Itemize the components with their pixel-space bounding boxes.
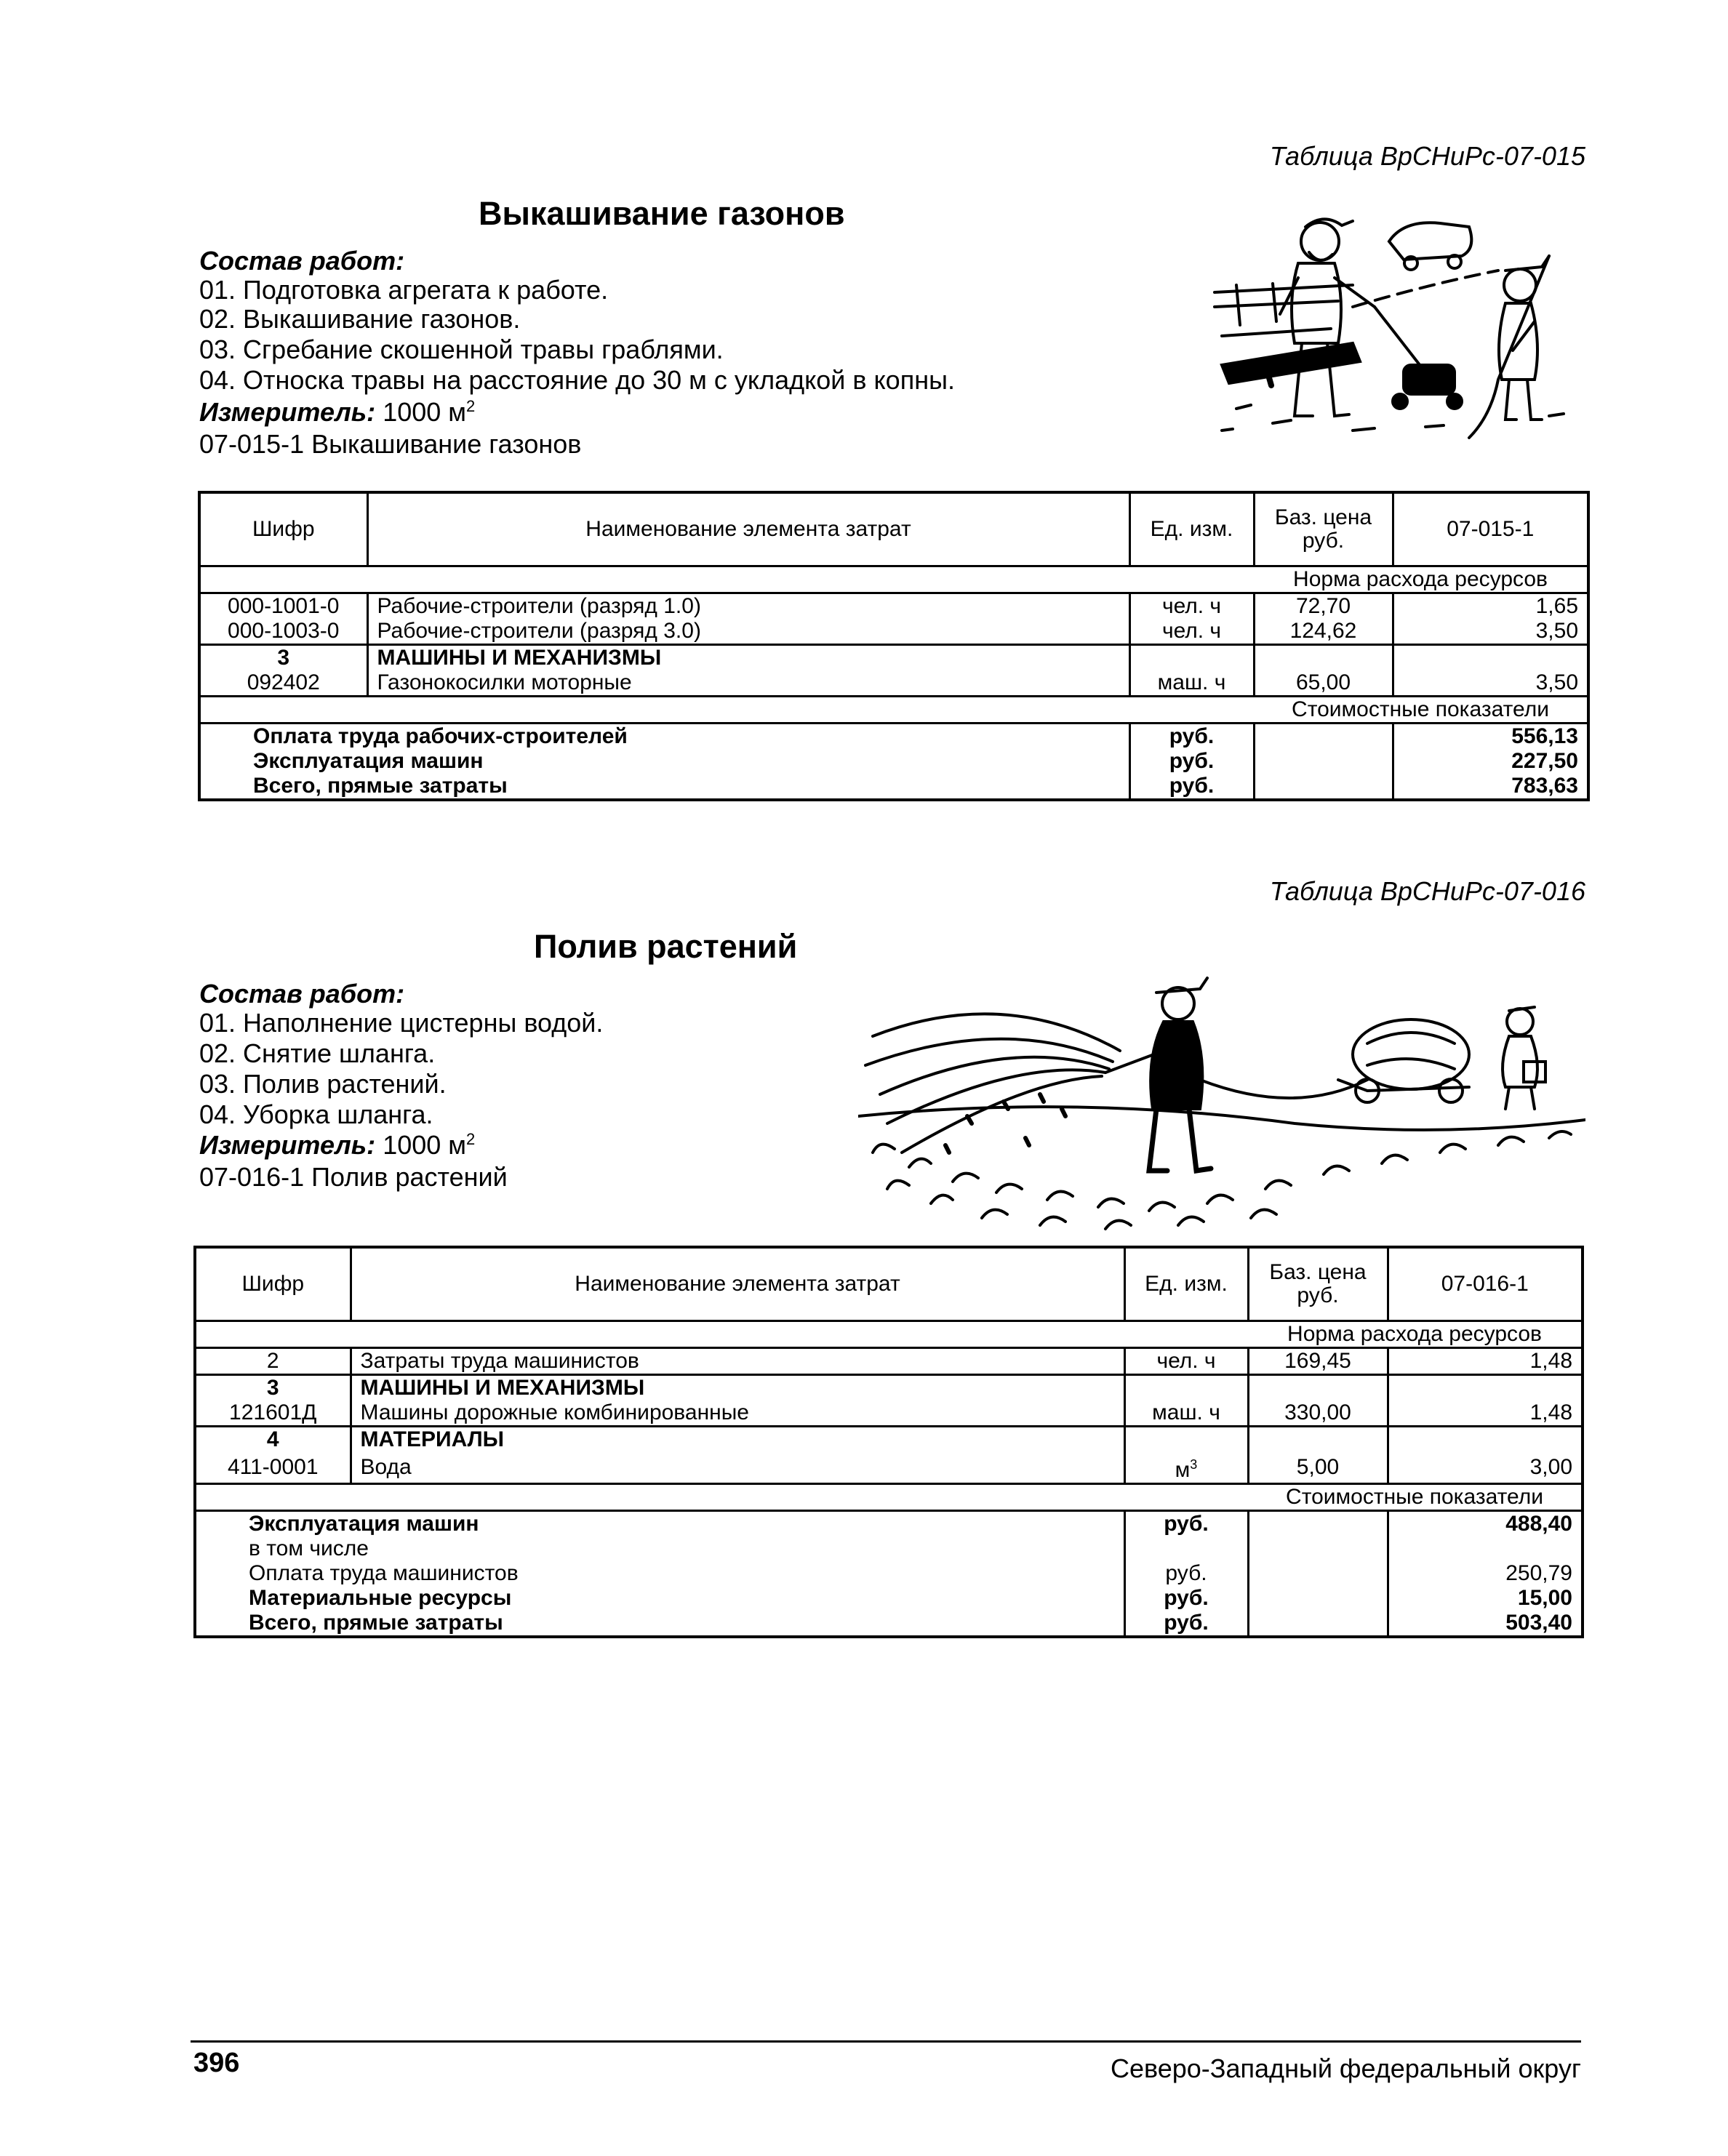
cell-unit: маш. ч <box>1124 1400 1248 1427</box>
table-row <box>199 619 1588 645</box>
total-row <box>199 749 1588 774</box>
table-row <box>199 670 1588 697</box>
header-unit: Ед. изм. <box>1129 492 1254 566</box>
total-label: Оплата труда рабочих-строителей <box>253 724 628 748</box>
cell-code: 000-1003-0 <box>228 619 340 643</box>
unit-sup: 3 <box>1190 1457 1198 1472</box>
group-row <box>199 645 1588 671</box>
cell-unit: чел. ч <box>1129 593 1254 620</box>
composition-label-1: Состав работ: <box>199 246 405 276</box>
norm-row <box>199 566 1588 593</box>
mowing-illustration <box>1207 198 1585 445</box>
cell-code: 092402 <box>247 670 320 694</box>
watering-illustration <box>858 971 1585 1236</box>
composition-item: 02. Снятие шланга. <box>199 1038 436 1068</box>
norm-label: Норма расхода ресурсов <box>1293 567 1548 591</box>
cell-value: 1,48 <box>1388 1400 1583 1427</box>
table-row <box>195 1348 1583 1375</box>
cell-name: Рабочие-строители (разряд 3.0) <box>367 619 1129 645</box>
cell-name: Машины дорожные комбинированные <box>351 1400 1124 1427</box>
total-value: 488,40 <box>1388 1511 1583 1537</box>
total-label: Материальные ресурсы <box>249 1586 512 1610</box>
section-title-1: Выкашивание газонов <box>479 195 845 232</box>
measure-sup: 2 <box>466 397 476 415</box>
composition-item: 01. Подготовка агрегата к работе. <box>199 275 609 305</box>
table-header-row <box>195 1247 1583 1321</box>
composition-item: 02. Выкашивание газонов. <box>199 304 521 334</box>
cell-value: 3,50 <box>1393 670 1588 697</box>
composition-item: 01. Наполнение цистерны водой. <box>199 1008 604 1038</box>
table-row <box>199 593 1588 620</box>
code-line-2: 07-016-1 Полив растений <box>199 1162 508 1192</box>
total-value: 783,63 <box>1393 774 1588 800</box>
cost-label: Стоимостные показатели <box>1292 697 1549 721</box>
cell-code: 411-0001 <box>227 1455 319 1479</box>
cell-price: 124,62 <box>1254 619 1393 645</box>
table-row <box>195 1452 1583 1484</box>
measure-sup: 2 <box>466 1130 476 1148</box>
total-label: Оплата труда машинистов <box>249 1561 519 1585</box>
unit-text: м <box>1175 1458 1191 1482</box>
total-value: 227,50 <box>1393 749 1588 774</box>
norm-row <box>195 1321 1583 1348</box>
header-code: Шифр <box>241 1272 305 1296</box>
total-row <box>195 1511 1583 1537</box>
cell-name: Вода <box>351 1452 1124 1484</box>
cell-price: 169,45 <box>1248 1348 1388 1375</box>
total-unit: руб. <box>1129 724 1254 750</box>
group-number: 3 <box>277 646 290 670</box>
header-column-code: 07-016-1 <box>1388 1247 1583 1321</box>
measure-label: Измеритель: <box>199 1130 376 1160</box>
total-row <box>195 1561 1583 1586</box>
group-number: 3 <box>266 1376 279 1400</box>
page-number: 396 <box>193 2048 240 2078</box>
total-label: Всего, прямые затраты <box>253 774 508 798</box>
composition-item: 04. Уборка шланга. <box>199 1099 433 1129</box>
total-value <box>1388 1536 1583 1561</box>
header-column-code: 07-015-1 <box>1393 492 1588 566</box>
region-name: Северо-Западный федеральный округ <box>1110 2053 1581 2083</box>
total-unit: руб. <box>1129 749 1254 774</box>
measure-line-1 <box>199 397 475 428</box>
header-unit: Ед. изм. <box>1124 1247 1248 1321</box>
total-label: Эксплуатация машин <box>253 749 484 773</box>
measure-value: 1000 м <box>383 1130 467 1160</box>
header-name: Наименование элемента затрат <box>367 492 1129 566</box>
measure-label: Измеритель: <box>199 397 376 427</box>
cell-unit: чел. ч <box>1124 1348 1248 1375</box>
total-row <box>195 1611 1583 1637</box>
total-label: в том числе <box>249 1536 369 1560</box>
header-price: Баз. цена руб. <box>1254 492 1393 566</box>
cell-code: 2 <box>266 1349 279 1373</box>
total-row <box>195 1586 1583 1611</box>
total-unit: руб. <box>1124 1611 1248 1637</box>
cell-value: 1,48 <box>1388 1348 1583 1375</box>
total-row <box>199 724 1588 750</box>
cell-value: 1,65 <box>1393 593 1588 620</box>
total-unit: руб. <box>1124 1561 1248 1586</box>
group-label: МАШИНЫ И МЕХАНИЗМЫ <box>351 1375 1124 1401</box>
footer-rule <box>191 2040 1581 2043</box>
cost-table-1 <box>198 491 1590 801</box>
group-row <box>195 1375 1583 1401</box>
total-value: 250,79 <box>1388 1561 1583 1586</box>
cell-name: Газонокосилки моторные <box>367 670 1129 697</box>
composition-item: 03. Сгребание скошенной травы граблями. <box>199 334 724 364</box>
cell-code: 000-1001-0 <box>228 594 340 618</box>
group-label: МАТЕРИАЛЫ <box>351 1427 1124 1453</box>
composition-label-2: Состав работ: <box>199 979 405 1009</box>
total-unit: руб. <box>1124 1511 1248 1537</box>
group-label: МАШИНЫ И МЕХАНИЗМЫ <box>367 645 1129 671</box>
cell-price: 72,70 <box>1254 593 1393 620</box>
total-unit: руб. <box>1124 1586 1248 1611</box>
norm-label: Норма расхода ресурсов <box>1287 1322 1542 1346</box>
table-ref-2: Таблица ВрСНиРс-07-016 <box>1269 876 1585 906</box>
total-value: 15,00 <box>1388 1586 1583 1611</box>
total-label: Эксплуатация машин <box>249 1512 479 1536</box>
cell-value: 3,50 <box>1393 619 1588 645</box>
cost-label: Стоимостные показатели <box>1286 1485 1543 1509</box>
cell-price: 5,00 <box>1248 1452 1388 1484</box>
cell-unit: маш. ч <box>1129 670 1254 697</box>
cell-name: Рабочие-строители (разряд 1.0) <box>367 593 1129 620</box>
measure-line-2 <box>199 1130 475 1161</box>
table-ref-1: Таблица ВрСНиРс-07-015 <box>1269 141 1585 171</box>
measure-value: 1000 м <box>383 397 467 427</box>
cell-price: 330,00 <box>1248 1400 1388 1427</box>
cost-table-2 <box>193 1246 1584 1638</box>
section-title-2: Полив растений <box>534 928 798 965</box>
cost-indicators-row <box>199 697 1588 724</box>
total-label: Всего, прямые затраты <box>249 1611 503 1635</box>
header-name: Наименование элемента затрат <box>351 1247 1124 1321</box>
cell-code: 121601Д <box>229 1400 317 1424</box>
cell-unit <box>1124 1452 1248 1484</box>
total-unit <box>1124 1536 1248 1561</box>
header-price: Баз. цена руб. <box>1248 1247 1388 1321</box>
code-line-1: 07-015-1 Выкашивание газонов <box>199 429 582 459</box>
total-unit: руб. <box>1129 774 1254 800</box>
group-row <box>195 1427 1583 1453</box>
cost-indicators-row <box>195 1484 1583 1511</box>
cell-name: Затраты труда машинистов <box>351 1348 1124 1375</box>
cell-value: 3,00 <box>1388 1452 1583 1484</box>
total-row <box>199 774 1588 800</box>
total-value: 556,13 <box>1393 724 1588 750</box>
table-row <box>195 1400 1583 1427</box>
cell-unit: чел. ч <box>1129 619 1254 645</box>
total-value: 503,40 <box>1388 1611 1583 1637</box>
table-header-row <box>199 492 1588 566</box>
header-code: Шифр <box>252 517 315 541</box>
total-row <box>195 1536 1583 1561</box>
group-number: 4 <box>266 1427 279 1451</box>
cell-price: 65,00 <box>1254 670 1393 697</box>
composition-item: 04. Относка травы на расстояние до 30 м с укладкой в копны. <box>199 365 955 395</box>
composition-item: 03. Полив растений. <box>199 1069 447 1099</box>
